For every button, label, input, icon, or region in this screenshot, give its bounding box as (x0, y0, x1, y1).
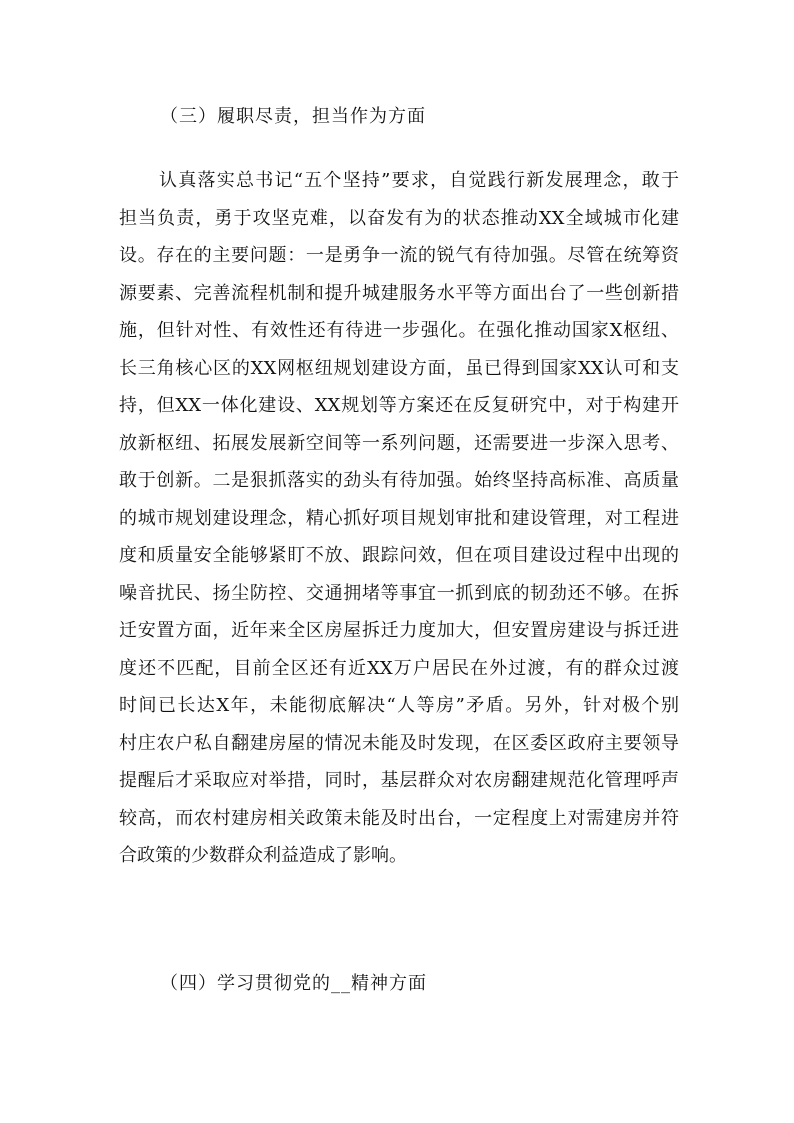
paragraph-line: 认真落实总书记“五个坚持”要求，自觉践行新发展理念，敢于 (159, 170, 679, 191)
paragraph-line: 迁安置方面，近年来全区房屋拆迁力度加大，但安置房建设与拆迁进 (119, 620, 679, 641)
paragraph-line: 时间已长达X年，未能彻底解决“人等房”矛盾。另外，针对极个别 (119, 695, 679, 716)
paragraph-line: 放新枢纽、拓展发展新空间等一系列问题，还需要进一步深入思考、 (119, 432, 679, 454)
paragraph-line: 持，但XX一体化建设、XX规划等方案还在反复研究中，对于构建开 (119, 395, 679, 416)
paragraph-line: 敢于创新。二是狠抓落实的劲头有待加强。始终坚持高标准、高质量 (119, 470, 679, 491)
section-paragraph (119, 162, 679, 875)
paragraph-line: 度还不匹配，目前全区还有近XX万户居民在外过渡，有的群众过渡 (119, 657, 679, 679)
paragraph-line: 施，但针对性、有效性还有待进一步强化。在强化推动国家X枢纽、 (119, 320, 679, 341)
paragraph-line: 度和质量安全能够紧盯不放、跟踪问效，但在项目建设过程中出现的 (119, 545, 679, 566)
paragraph-line: 提醒后才采取应对举措，同时，基层群众对农房翻建规范化管理呼声 (119, 770, 679, 791)
section-heading-3: （三）履职尽责，担当作为方面 (160, 106, 426, 127)
paragraph-line: 噪音扰民、扬尘防控、交通拥堵等事宜一抓到底的韧劲还不够。在拆 (119, 582, 679, 604)
paragraph-line: 担当负责，勇于攻坚克难，以奋发有为的状态推动XX全域城市化建 (119, 207, 679, 229)
paragraph-line: 源要素、完善流程机制和提升城建服务水平等方面出台了一些创新措 (119, 282, 679, 304)
paragraph-line: 的城市规划建设理念，精心抓好项目规划审批和建设管理，对工程进 (119, 507, 679, 529)
paragraph-line: 设。存在的主要问题：一是勇争一流的锐气有待加强。尽管在统筹资 (119, 245, 679, 266)
paragraph-line: 较高，而农村建房相关政策未能及时出台，一定程度上对需建房并符 (119, 807, 679, 829)
paragraph-line: 村庄农户私自翻建房屋的情况未能及时发现，在区委区政府主要领导 (119, 732, 679, 754)
paragraph-line: 长三角核心区的XX网枢纽规划建设方面，虽已得到国家XX认可和支 (119, 357, 679, 379)
paragraph-line: 合政策的少数群众利益造成了影响。 (119, 845, 407, 866)
section-heading-4: （四）学习贯彻党的__精神方面 (160, 973, 427, 994)
